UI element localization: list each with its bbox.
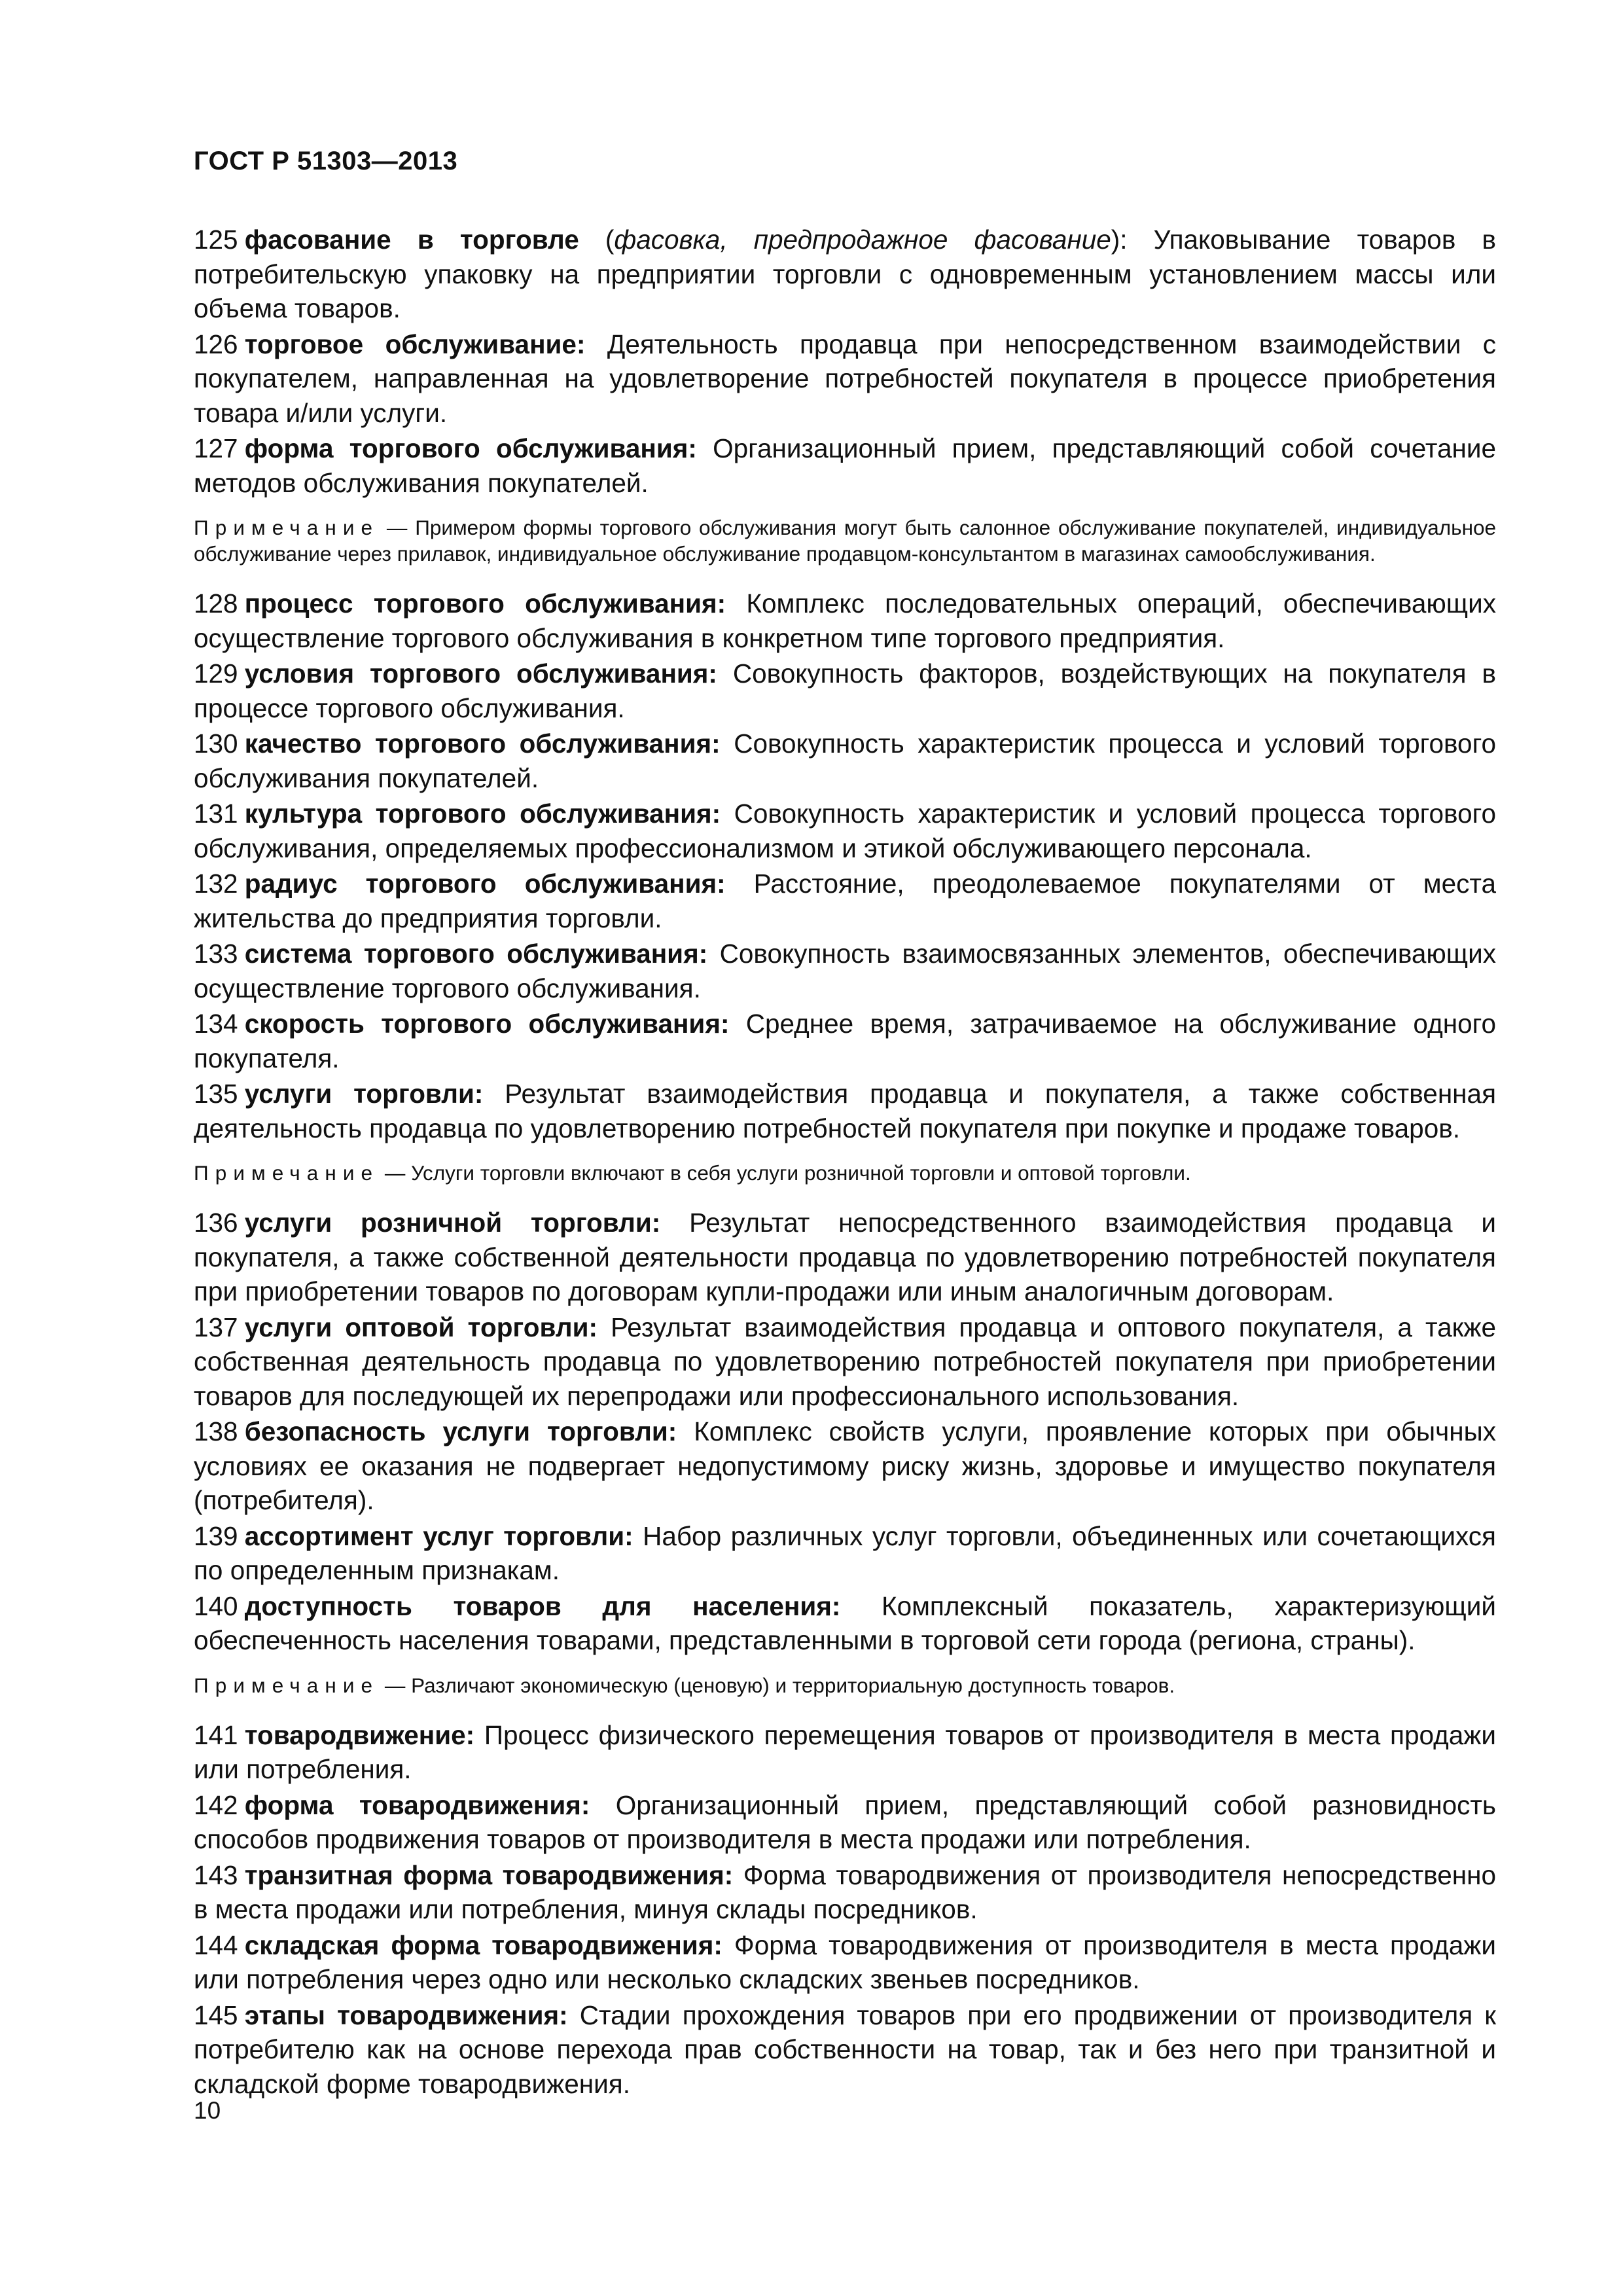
term-entry-125 xyxy=(194,223,1496,326)
term-number: 133 xyxy=(194,939,238,969)
term-definition: Процесс физического перемещения товаров от производителя в места продажи или потребления. xyxy=(194,1719,1496,1784)
paren-open: ( xyxy=(579,224,615,255)
term-definition: Результат взаимодействия продавца и покупателя, а также собственная деятельность продавца по удовлетворению потребностей покупателя при покупке и продаже товаров. xyxy=(194,1079,1497,1143)
term-number: 138 xyxy=(194,1416,238,1446)
term-entry-144 xyxy=(194,1928,1496,1997)
term-definition: Комплекс последовательных операций, обеспечивающих осуществление торгового обслуживания в конкретном типе торгового предприятия. xyxy=(194,588,1496,653)
term-name: услуги розничной торговли: xyxy=(244,1208,661,1238)
term-number: 127 xyxy=(194,433,238,463)
terms-group-c xyxy=(194,1206,1496,1658)
term-number: 139 xyxy=(194,1520,238,1551)
term-name: качество торгового обслуживания: xyxy=(244,728,721,759)
term-name: форма товародвижения: xyxy=(244,1789,590,1820)
term-number: 144 xyxy=(194,1929,238,1960)
term-definition: Совокупность взаимосвязанных элементов, обеспечивающих осуществление торгового обслуживания. xyxy=(194,939,1496,1003)
note-text: — Услуги торговли включают в себя услуги розничной торговли и оптовой торговли. xyxy=(379,1161,1191,1185)
note-text: — Различают экономическую (ценовую) и территориальную доступность товаров. xyxy=(379,1673,1175,1697)
note-2 xyxy=(194,1160,1496,1186)
term-entry-126 xyxy=(194,327,1496,431)
term-entry-133 xyxy=(194,937,1496,1005)
term-entry-129 xyxy=(194,656,1496,725)
term-definition: Расстояние, преодолеваемое покупателями от места жительства до предприятия торговли. xyxy=(194,869,1496,933)
paren-close: ): xyxy=(1111,224,1128,255)
term-entry-132 xyxy=(194,867,1496,935)
term-name: процесс торгового обслуживания: xyxy=(244,588,726,619)
term-number: 142 xyxy=(194,1789,238,1820)
term-entry-143 xyxy=(194,1858,1496,1927)
term-number: 135 xyxy=(194,1079,238,1109)
term-number: 136 xyxy=(194,1208,238,1238)
term-entry-128 xyxy=(194,586,1496,655)
term-name: форма торгового обслуживания: xyxy=(244,433,697,463)
term-definition: Результат взаимодействия продавца и оптового покупателя, а также собственная деятельность продавца по удовлетворению потребностей покупателя при приобретении товаров для последующей их перепродажи или профессионального использования. xyxy=(194,1312,1496,1411)
term-entry-141 xyxy=(194,1718,1496,1787)
term-entry-138 xyxy=(194,1414,1496,1518)
term-entry-134 xyxy=(194,1007,1496,1075)
term-number: 140 xyxy=(194,1590,238,1621)
document-code: ГОСТ Р 51303—2013 xyxy=(194,147,458,175)
term-definition: Форма товародвижения от производителя в места продажи или потребления через одно или несколько складских звеньев посредников. xyxy=(194,1929,1496,1994)
term-entry-145 xyxy=(194,1998,1496,2102)
term-definition: Организационный прием, представляющий собой разновидность способов продвижения товаров от производителя в места продажи или потребления. xyxy=(194,1789,1496,1854)
term-entry-137 xyxy=(194,1310,1496,1414)
term-entry-140 xyxy=(194,1589,1496,1658)
term-number: 143 xyxy=(194,1859,238,1890)
term-definition: Комплексный показатель, характеризующий обеспеченность населения товарами, представленными в торговой сети города (региона, страны). xyxy=(194,1590,1496,1655)
note-text: — Примером формы торгового обслуживания могут быть салонное обслуживание покупателей, индивидуальное обслуживание через прилавок, индивидуальное обслуживание продавцом-консультантом в магазинах самообслуживания. xyxy=(194,516,1496,565)
term-number: 125 xyxy=(194,224,238,255)
terms-group-a xyxy=(194,223,1496,500)
term-definition: Стадии прохождения товаров при его продвижении от производителя к потребителю как на основе перехода прав собственности на товар, так и без него при транзитной и складской форме товародвижения. xyxy=(194,2000,1496,2099)
page-number: 10 xyxy=(194,2097,221,2124)
note-label: Примечание xyxy=(194,1161,380,1185)
note-label: Примечание xyxy=(194,516,380,539)
term-entry-136 xyxy=(194,1206,1496,1309)
term-name: скорость торгового обслуживания: xyxy=(244,1009,730,1039)
term-number: 128 xyxy=(194,588,238,619)
term-entry-142 xyxy=(194,1788,1496,1857)
term-name: ассортимент услуг торговли: xyxy=(244,1520,633,1551)
term-definition: Организационный прием, представляющий собой сочетание методов обслуживания покупателей. xyxy=(194,433,1497,498)
term-definition: Результат непосредственного взаимодействия продавца и покупателя, а также собственной деятельности продавца по удовлетворению потребностей покупателя при приобретении товаров по договорам купли-продажи или иным аналогичным договорам. xyxy=(194,1208,1496,1306)
term-number: 134 xyxy=(194,1009,238,1039)
term-name: фасование в торговле xyxy=(244,224,579,255)
term-definition: Совокупность характеристик и условий процесса торгового обслуживания, определяемых профессионализмом и этикой обслуживающего персонала. xyxy=(194,798,1496,863)
term-definition: Совокупность характеристик процесса и условий торгового обслуживания покупателей. xyxy=(194,728,1496,793)
term-definition: Комплекс свойств услуги, проявление которых при обычных условиях ее оказания не подвергает недопустимому риску жизнь, здоровье и имущество покупателя (потребителя). xyxy=(194,1416,1496,1515)
term-name: система торгового обслуживания: xyxy=(244,939,708,969)
term-number: 141 xyxy=(194,1719,238,1750)
term-number: 129 xyxy=(194,658,238,689)
term-number: 137 xyxy=(194,1312,238,1342)
term-definition: Упаковывание товаров в потребительскую упаковку на предприятии торговли с одновременным установлением массы или объема товаров. xyxy=(194,224,1496,323)
term-number: 126 xyxy=(194,329,238,359)
term-name: радиус торгового обслуживания: xyxy=(244,869,726,899)
term-name: товародвижение: xyxy=(244,1719,475,1750)
note-1 xyxy=(194,514,1496,567)
term-definition: Набор различных услуг торговли, объединенных или сочетающихся по определенным признакам. xyxy=(194,1520,1496,1585)
term-name: культура торгового обслуживания: xyxy=(244,798,721,829)
term-definition: Форма товародвижения от производителя непосредственно в места продажи или потребления, минуя склады посредников. xyxy=(194,1859,1496,1924)
note-3 xyxy=(194,1672,1496,1698)
term-entry-135 xyxy=(194,1077,1496,1145)
term-name: услуги оптовой торговли: xyxy=(244,1312,597,1342)
term-synonyms: фасовка, предпродажное фасование xyxy=(614,224,1111,255)
term-definition: Совокупность факторов, воздействующих на покупателя в процессе торгового обслуживания. xyxy=(194,658,1496,723)
term-name: условия торгового обслуживания: xyxy=(244,658,717,689)
term-entry-131 xyxy=(194,797,1496,865)
note-label: Примечание xyxy=(194,1673,380,1697)
term-number: 145 xyxy=(194,2000,238,2030)
term-number: 131 xyxy=(194,798,238,829)
term-name: безопасность услуги торговли: xyxy=(244,1416,677,1446)
term-name: этапы товародвижения: xyxy=(244,2000,568,2030)
document-body xyxy=(194,223,1496,2102)
term-number: 130 xyxy=(194,728,238,759)
term-number: 132 xyxy=(194,869,238,899)
term-definition: Среднее время, затрачиваемое на обслуживание одного покупателя. xyxy=(194,1009,1496,1073)
term-name: услуги торговли: xyxy=(244,1079,484,1109)
term-name: складская форма товародвижения: xyxy=(244,1929,722,1960)
term-entry-130 xyxy=(194,726,1496,795)
term-entry-127 xyxy=(194,431,1496,500)
term-name: торговое обслуживание: xyxy=(244,329,586,359)
term-entry-139 xyxy=(194,1519,1496,1588)
term-name: транзитная форма товародвижения: xyxy=(244,1859,734,1890)
term-name: доступность товаров для населения: xyxy=(244,1590,841,1621)
term-definition: Деятельность продавца при непосредственном взаимодействии с покупателем, направленная на удовлетворение потребностей покупателя в процессе приобретения товара и/или услуги. xyxy=(194,329,1497,428)
terms-group-d xyxy=(194,1718,1496,2102)
terms-group-b xyxy=(194,586,1496,1145)
